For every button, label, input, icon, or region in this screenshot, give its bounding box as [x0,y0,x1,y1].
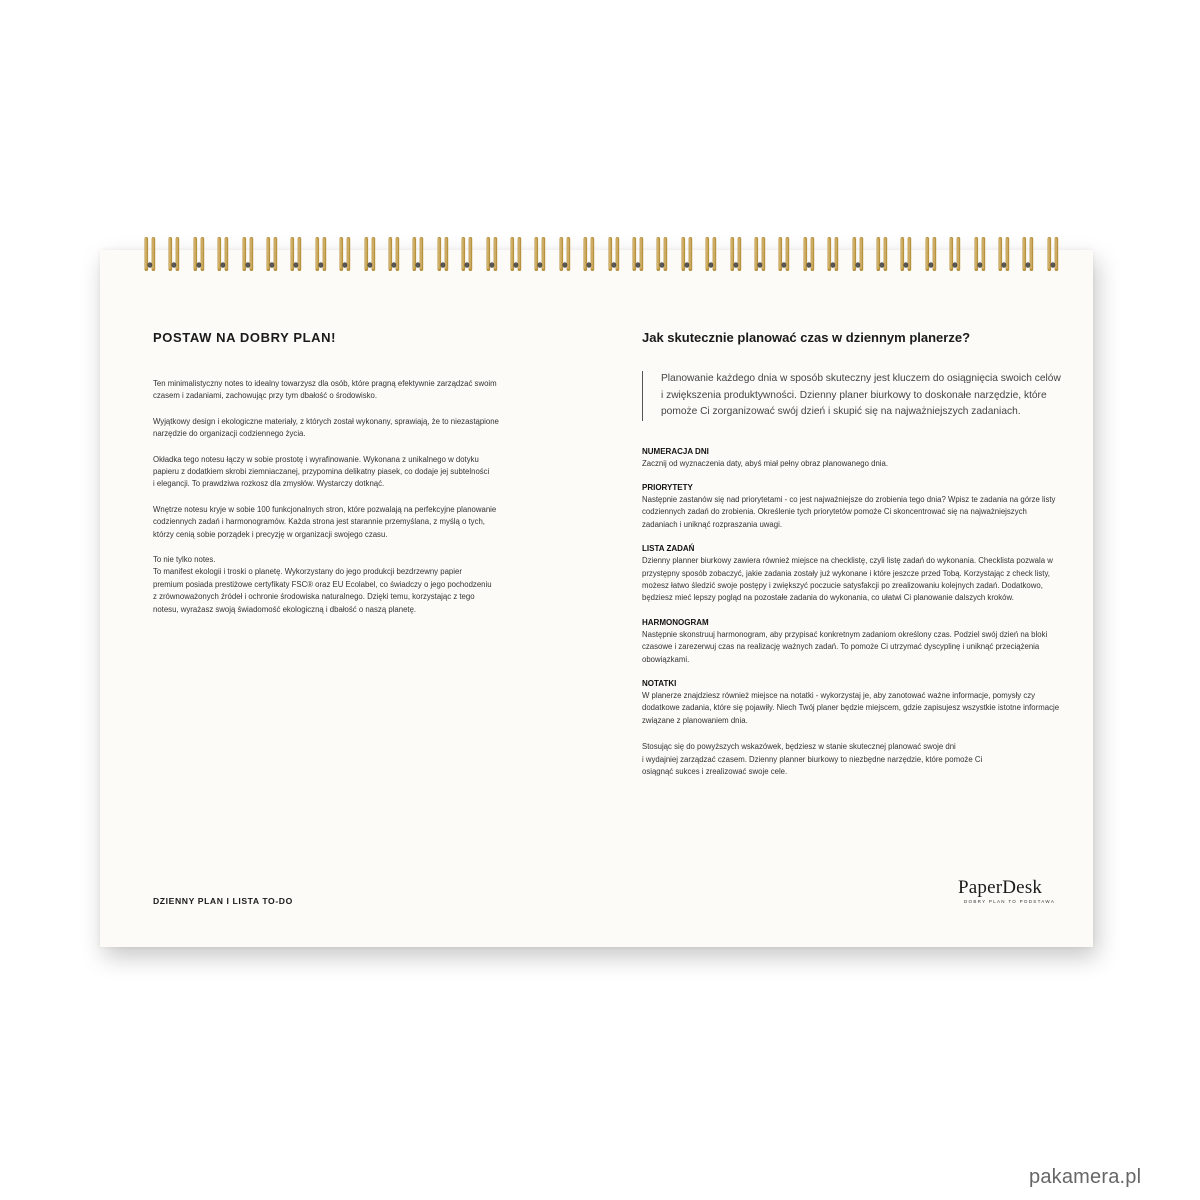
right-column [642,330,1062,778]
spiral-ring [974,236,986,274]
spiral-ring [998,236,1010,274]
logo-tagline: DOBRY PLAN TO PODSTAWA [964,899,1056,904]
spiral-ring [144,236,156,274]
left-column [153,330,573,629]
spiral-ring [730,236,742,274]
tip-title: NOTATKI [642,678,677,688]
spiral-ring [461,236,473,274]
spiral-ring [412,236,424,274]
tip-title: PRIORYTETY [642,482,693,492]
spiral-ring [608,236,620,274]
left-paragraph: Wyjątkowy design i ekologiczne materiały, z których został wykonany, sprawiają, że to niezastąpione narzędzie do organizacji codziennego życia. [153,416,499,439]
tip-title: LISTA ZADAŃ [642,544,695,554]
spiral-ring [290,236,302,274]
spiral-ring [193,236,205,274]
tip-text: Następnie zastanów się nad priorytetami - co jest najważniejsze do zrobienia tego dnia? Wpisz te zadania na górze listy codziennych zadań do zrobienia. Określenie tych priorytetów pomoże Ci skoncentrować się na najważniejszych zadaniach i uniknąć rozpraszania uwagi. [642,494,1056,529]
left-paragraph: Ten minimalistyczny notes to idealny towarzysz dla osób, które pragną efektywnie zarządzać swoim czasem i zadaniami, zachowując przy tym dbałość o środowisko. [153,379,497,401]
spiral-ring [852,236,864,274]
spiral-binding [0,236,1200,276]
spiral-ring [632,236,644,274]
left-body [153,378,573,616]
left-paragraph: Wnętrze notesu kryje w sobie 100 funkcjonalnych stron, które pozwalają na perfekcyjne planowanie codziennych zadań i harmonogramów. Każda strona jest starannie przemyślana, z myślą o tych, którzy cenią sobie porządek i precyzję w organizacji swojego czasu. [153,504,497,539]
spiral-ring [827,236,839,274]
spiral-ring [949,236,961,274]
tips-sections [642,446,1062,728]
logo-name: PaperDesk [958,877,1043,898]
spiral-ring [242,236,254,274]
spiral-ring [876,236,888,274]
spiral-ring [559,236,571,274]
spiral-ring [925,236,937,274]
left-paragraph: To nie tylko notes. To manifest ekologii i troski o planetę. Wykorzystany do jego produkcji bezdrzewny papier premium posiada prestiżowe certyfikaty FSC® oraz EU Ecolabel, co świadczy o jego pochodzeniu z zrównoważonych źródeł i ochronie środowiska naturalnego. Dzięki temu, korzystając z tego notesu, wyrażasz swoją świadomość ekologiczną i dbałość o naszą planetę. [153,555,492,614]
spiral-ring [486,236,498,274]
spiral-ring [315,236,327,274]
intro-quote: Planowanie każdego dnia w sposób skuteczny jest kluczem do osiągnięcia swoich celów i zwiększenia produktywności. Dzienny planer biurkowy to doskonałe narzędzie, które pomoże Ci zorganizować swój dzień i skupić się na najważniejszych zadaniach. [642,371,1062,421]
spiral-ring [803,236,815,274]
spiral-ring [1022,236,1034,274]
tip-text: Dzienny planner biurkowy zawiera również miejsce na checklistę, czyli listę zadań do wykonania. Checklista pozwala w przystępny sposób zobaczyć, jakie zadania zostały już wykonane i które jeszcze przed Tobą. Korzystając z check listy, możesz łatwo śledzić swoje postępy i zwiększyć poczucie satysfakcji po zrealizowaniu kolejnych zadań. Dodatkowo, będziesz mieć lepszy pogląd na pozostałe zadania do wykonania, co ułatwi Ci planowanie dalszych kroków. [642,556,1053,603]
tip-text: Następnie skonstruuj harmonogram, aby przypisać konkretnym zadaniom określony czas. Podziel swój dzień na bloki czasowe i zarezerwuj czas na realizację ważnych zadań. To pomoże Ci utrzymać dyscyplinę i uniknąć przeciążenia obowiązkami. [642,629,1048,664]
right-heading: Jak skutecznie planować czas w dziennym planerze? [642,330,971,345]
tip-section [642,482,1062,531]
spiral-ring [388,236,400,274]
spiral-ring [778,236,790,274]
spiral-ring [217,236,229,274]
left-paragraph: Okładka tego notesu łączy w sobie prostotę i wyrafinowanie. Wykonana z unikalnego w dotyku papieru z dodatkiem skrobi ziemniaczanej, przypomina delikatny piasek, co dodaje jej subtelności i elegancji. To prawdziwa rozkosz dla zmysłów. Wystarczy dotknąć. [153,454,490,489]
spiral-ring [1047,236,1059,274]
spiral-ring [705,236,717,274]
left-heading: POSTAW NA DOBRY PLAN! [153,330,337,345]
spiral-ring [900,236,912,274]
spiral-ring [339,236,351,274]
spiral-ring [534,236,546,274]
tip-section [642,617,1062,666]
watermark: pakamera.pl [1029,1166,1142,1188]
closing-paragraph: Stosując się do powyższych wskazówek, będziesz w stanie skutecznej planować swoje dni i wydajniej zarządzać czasem. Dzienny planner biurkowy to niezbędne narzędzie, które pomoże Ci osiągnąć sukces i zrealizować swoje cele. [642,742,983,776]
spiral-ring [168,236,180,274]
spiral-ring [364,236,376,274]
footer-title: DZIENNY PLAN I LISTA TO-DO [153,896,293,906]
spiral-ring [266,236,278,274]
tip-text: Zacznij od wyznaczenia daty, abyś miał pełny obraz planowanego dnia. [642,458,889,468]
tip-title: HARMONOGRAM [642,617,709,627]
tip-section [642,543,1062,605]
spiral-ring [681,236,693,274]
tip-section [642,446,1062,470]
spiral-ring [754,236,766,274]
spiral-ring [437,236,449,274]
tip-section [642,678,1062,727]
spiral-ring [583,236,595,274]
spiral-ring [510,236,522,274]
paperdesk-logo [958,878,1058,904]
tip-title: NUMERACJA DNI [642,446,709,456]
tip-text: W planerze znajdziesz również miejsce na notatki - wykorzystaj je, aby zanotować ważne informacje, pomysły czy dodatkowe zadania, które się pojawiły. Niech Twój planer będzie miejscem, gdzie zapisujesz wszystkie istotne informacje związane z planowaniem dnia. [642,690,1060,725]
spiral-ring [656,236,668,274]
